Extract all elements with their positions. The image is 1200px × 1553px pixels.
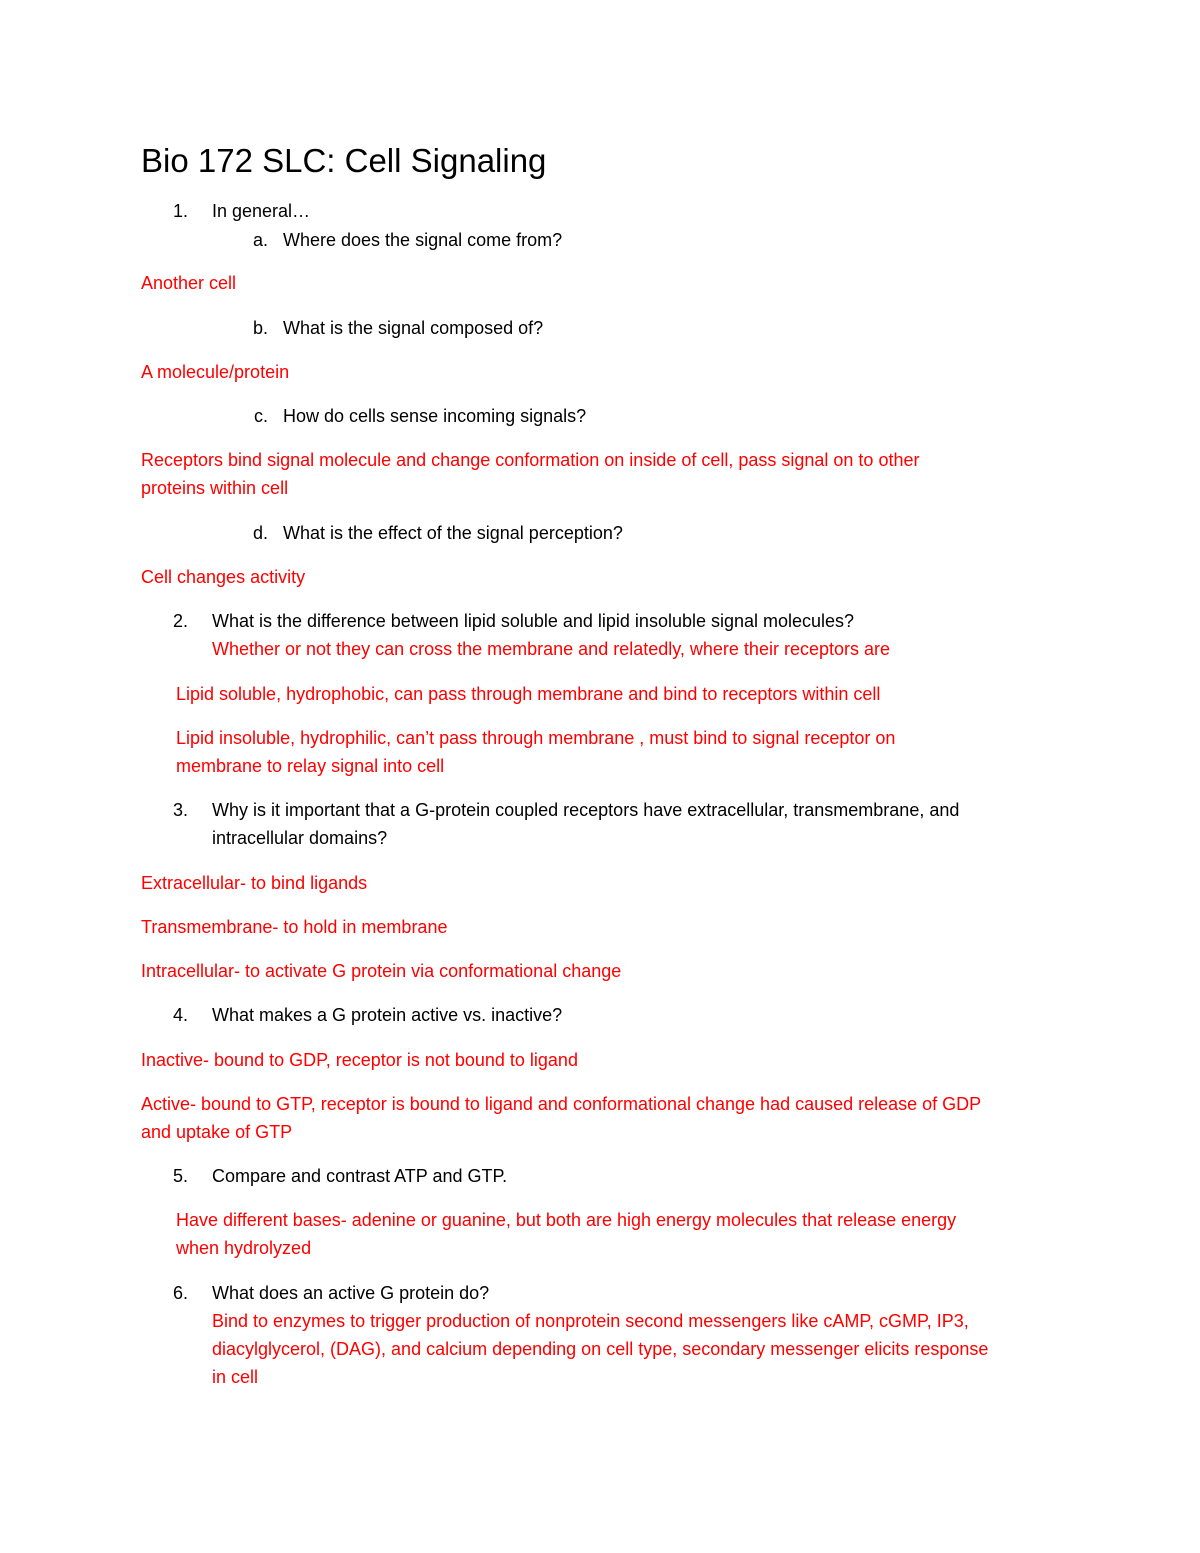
question-2-number: 2.: [172, 611, 188, 631]
answer-3-transmembrane: Transmembrane- to hold in membrane: [141, 917, 448, 937]
question-2-text: What is the difference between lipid soluble and lipid insoluble signal molecules?: [212, 611, 855, 631]
answer-2-intro: Whether or not they can cross the membrane and relatedly, where their receptors are: [212, 639, 890, 659]
answer-1b: A molecule/protein: [141, 362, 290, 382]
question-1a-text: Where does the signal come from?: [283, 230, 563, 250]
answer-4-active-line-2: and uptake of GTP: [141, 1122, 293, 1142]
answer-6-line-2: diacylglycerol, (DAG), and calcium depending on cell type, secondary messenger elicits response: [212, 1339, 989, 1359]
question-1d-letter: d.: [252, 523, 268, 543]
answer-5-line-2: when hydrolyzed: [176, 1238, 312, 1258]
question-1b-letter: b.: [252, 318, 268, 338]
question-1c-text: How do cells sense incoming signals?: [283, 406, 587, 426]
answer-3-extracellular: Extracellular- to bind ligands: [141, 873, 368, 893]
question-3-number: 3.: [172, 800, 188, 820]
question-3-text-line-2: intracellular domains?: [212, 828, 388, 848]
question-1c-letter: c.: [253, 406, 268, 426]
answer-4-inactive: Inactive- bound to GDP, receptor is not bound to ligand: [141, 1050, 578, 1070]
question-1d-text: What is the effect of the signal perception?: [283, 523, 623, 543]
question-1-text: In general…: [212, 201, 311, 221]
question-6-number: 6.: [172, 1283, 188, 1303]
answer-3-intracellular: Intracellular- to activate G protein via conformational change: [141, 961, 622, 981]
question-1-number: 1.: [172, 201, 188, 221]
answer-6-line-3: in cell: [212, 1367, 259, 1387]
answer-2-lipid-insoluble-line-1: Lipid insoluble, hydrophilic, can’t pass through membrane , must bind to signal receptor on: [176, 728, 896, 748]
question-5-number: 5.: [172, 1166, 188, 1186]
question-1b-text: What is the signal composed of?: [283, 318, 544, 338]
answer-1a: Another cell: [141, 273, 237, 293]
answer-1c-line-2: proteins within cell: [141, 478, 289, 498]
answer-1c-line-1: Receptors bind signal molecule and change conformation on inside of cell, pass signal on to other: [141, 450, 920, 470]
page-title: Bio 172 SLC: Cell Signaling: [141, 142, 547, 179]
question-3-text-line-1: Why is it important that a G-protein coupled receptors have extracellular, transmembrane, and: [212, 800, 960, 820]
question-6-text: What does an active G protein do?: [212, 1283, 490, 1303]
answer-2-lipid-insoluble-line-2: membrane to relay signal into cell: [176, 756, 445, 776]
answer-5-line-1: Have different bases- adenine or guanine, but both are high energy molecules that release energy: [176, 1210, 957, 1230]
question-1a-letter: a.: [252, 230, 268, 250]
question-4-number: 4.: [172, 1005, 188, 1025]
answer-2-lipid-soluble: Lipid soluble, hydrophobic, can pass through membrane and bind to receptors within cell: [176, 684, 881, 704]
answer-1d: Cell changes activity: [141, 567, 306, 587]
answer-4-active-line-1: Active- bound to GTP, receptor is bound to ligand and conformational change had caused release of GDP: [141, 1094, 982, 1114]
question-4-text: What makes a G protein active vs. inactive?: [212, 1005, 563, 1025]
answer-6-line-1: Bind to enzymes to trigger production of nonprotein second messengers like cAMP, cGMP, IP3,: [212, 1311, 969, 1331]
question-5-text: Compare and contrast ATP and GTP.: [212, 1166, 508, 1186]
